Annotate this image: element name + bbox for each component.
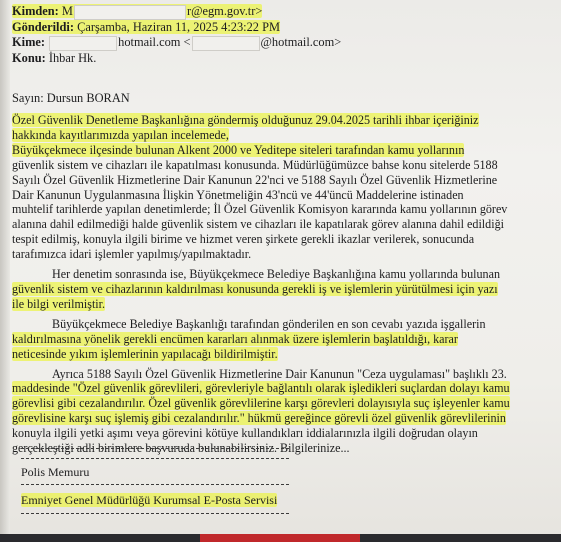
body-line: tarafımızca idari işlemler yapılmış/yapılmaktadır. — [12, 247, 252, 262]
subject-row — [12, 51, 552, 67]
email-header — [12, 4, 552, 66]
body-line: kaldırılmasına yönelik gerekli encümen kararları alınmak üzere işlemlerin başlatıldığı, karar — [12, 331, 458, 346]
body-line: muhtelif tarihlerde yapılan denetimlerde; İl Özel Güvenlik Komisyon kararında kamu yollarının görev — [12, 202, 508, 217]
paragraph — [12, 267, 544, 312]
signature-title: Polis Memuru — [21, 465, 90, 479]
salutation: Sayın: Dursun BORAN — [12, 91, 130, 105]
body-line: Özel Güvenlik Denetleme Başkanlığına göndermiş olduğunuz 29.04.2025 tarihli ihbar içeriğiniz — [12, 113, 479, 127]
signature-divider — [21, 448, 289, 449]
body-line: konuyla ilgili yetki aşımı veya görevini kötüye kullandıkları iddialarınızla ilgili doğrudan olayın — [12, 426, 478, 441]
sent-label: Gönderildi: — [12, 19, 74, 34]
redaction-box — [74, 5, 186, 20]
body-line: Dair Kanunun Uygulanmasına İlişkin Yönetmeliğin 43'ncü ve 44'üncü Maddelerine istinaden — [12, 187, 464, 202]
paragraph — [12, 317, 544, 362]
redaction-box — [192, 36, 260, 51]
to-value-mid: hotmail.com < — [118, 35, 191, 50]
sent-value: Çarşamba, Haziran 11, 2025 4:23:22 PM — [77, 19, 280, 34]
paragraph — [12, 367, 544, 456]
body-line: güvenlik sistem ve cihazlarının kaldırılması konusunda gerekli iş ve işlemlerin yürütülmesi için yazı — [12, 281, 498, 296]
body-line: Ayrıca 5188 Sayılı Özel Güvenlik Hizmetlerine Dair Kanunun "Ceza uygulaması" başlıklı 23. — [52, 366, 507, 381]
body-line: Her denetim sonrasında ise, Büyükçekmece Belediye Başkanlığına kamu yollarında bulunan — [52, 267, 501, 282]
body-line: Büyükçekmece Belediye Başkanlığı tarafından gönderilen en son cevabı yazıda işgallerin — [52, 316, 486, 331]
body-line: maddesinde "Özel güvenlik görevlileri, görevleriyle bağlantılı olarak işledikleri suçlardan dolayı kamu — [12, 381, 510, 396]
from-row — [12, 4, 552, 20]
body-line: Büyükçekmece ilçesinde bulunan Alkent 2000 ve Yeditepe siteleri tarafından kamu yollarının — [12, 142, 465, 157]
red-object — [200, 534, 360, 542]
signature-divider — [21, 484, 289, 485]
body-line: Sayılı Özel Güvenlik Hizmetlerine Dair Kanunun 22'nci ve 5188 Sayılı Özel Güvenlik Hizmetlerine — [12, 172, 498, 187]
from-value-start: M — [61, 4, 73, 18]
body-line: tespit edilmiş, konuyla ilgili birime ve hizmet veren şirkete gerekli ikazlar verilerek, sonucunda — [12, 232, 475, 247]
body-line: alanına dahil edilmediği halde güvenlik sistem ve cihazları ile kapatılarak görev alanına dahil edildiği — [12, 217, 504, 232]
subject-value: İhbar Hk. — [48, 50, 97, 65]
subject-label: Konu: — [12, 50, 46, 65]
body-line: görevlisine karşı suç işlemiş gibi cezalandırılır." hükmü gereğince görevli özel güvenlik görevlilerinin — [12, 411, 506, 426]
paragraph — [12, 113, 544, 262]
sent-row — [12, 20, 552, 36]
to-row — [12, 35, 552, 51]
to-value-end: @hotmail.com> — [260, 35, 342, 50]
body-line: ile bilgi verilmiştir. — [12, 296, 106, 311]
to-label: Kime: — [12, 35, 46, 50]
body-line: görevlisi gibi cezalandırılır. Özel güvenlik görevlilerine karşı görevleri dolayısıyla suç işleyenler kamu — [12, 396, 510, 411]
from-label: Kimden: — [12, 4, 59, 18]
signature-divider — [21, 458, 289, 459]
from-value-end: r@egm.gov.tr> — [186, 4, 263, 18]
body-line: hakkında kayıtlarımızda yapılan incelemede, — [12, 127, 229, 142]
letter-body — [12, 113, 544, 461]
page-bottom-edge — [0, 534, 561, 542]
signature-department: Emniyet Genel Müdürlüğü Kurumsal E-Posta Servisi — [21, 493, 278, 507]
page-edge-shadow — [0, 0, 10, 542]
body-line: gerçekleştiği adli birimlere başvuruda bulunabilirsiniz. Bilgilerinize... — [12, 441, 350, 456]
signature-divider — [21, 513, 289, 514]
body-line: güvenlik sistem ve cihazları ile kapatılması konusunda. Müdürlüğümüzce bahse konu sitelerde 5188 — [12, 157, 498, 172]
redaction-box — [49, 36, 117, 51]
body-line: neticesinde yıkım işlemlerinin yapılacağı bildirilmiştir. — [12, 346, 278, 361]
